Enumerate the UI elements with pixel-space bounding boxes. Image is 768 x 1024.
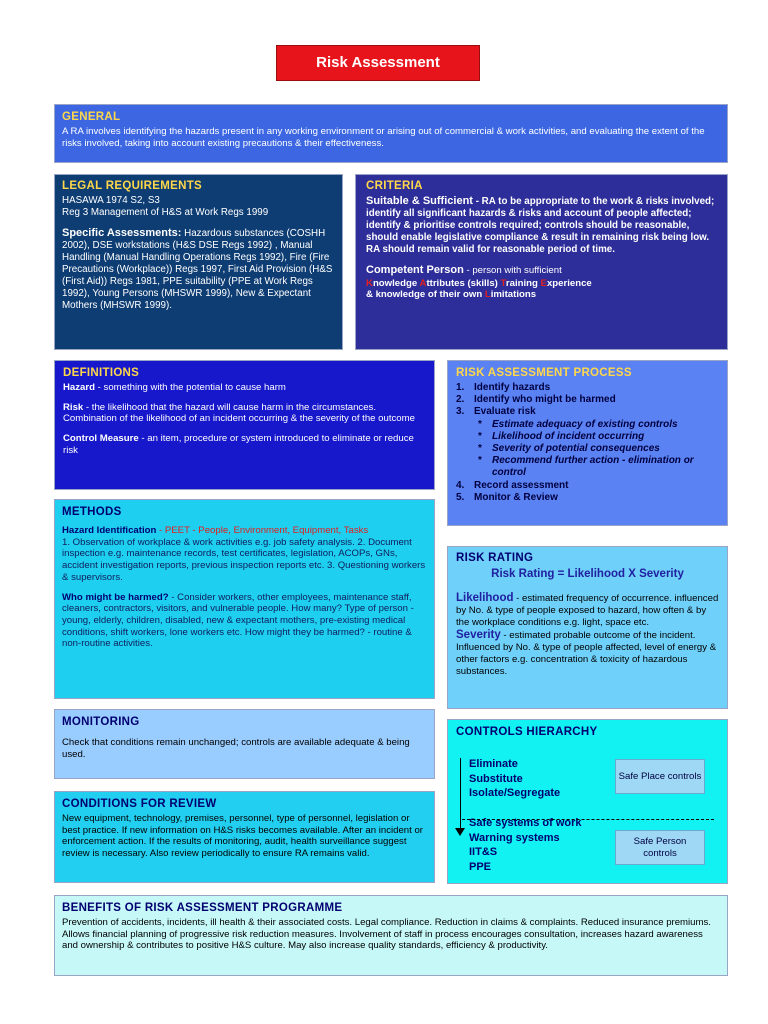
likelihood-text: - estimated frequency of occurrence. influenced by No. & type of people exposed to hazard, how often & by the workplace conditions e.g. light, space etc.: [456, 593, 719, 628]
k-rest: nowledge: [372, 277, 420, 289]
process-step: [456, 382, 719, 394]
process-substep: [456, 455, 719, 479]
control-item: Warning systems: [469, 831, 560, 844]
who-text: - Consider workers, other employees, maintenance staff, cleaners, contractors, visitors, and vulnerable people. How many? Type of person - young, elderly, children, disabled, new & expectant mothers, pre-existing medical conditions, shift workers, lone workers etc. How might they be harmed? - routine & non-routine activities.: [62, 591, 414, 650]
who-label: Who might be harmed?: [62, 591, 169, 603]
benefits-section: [54, 895, 728, 976]
methods-section: [54, 499, 435, 699]
specific-assessments-label: Specific Assessments:: [62, 226, 182, 239]
specific-assessments: [62, 227, 335, 312]
control-item: Isolate/Segregate: [469, 787, 561, 799]
safe-place-list: [469, 757, 560, 801]
hierarchy-arrow-icon: [455, 828, 465, 836]
process-step: [456, 406, 719, 418]
process-step: [456, 492, 719, 504]
process-header: RISK ASSESSMENT PROCESS: [456, 367, 632, 379]
t-rest: raining: [505, 277, 541, 289]
process-step: [456, 394, 719, 406]
review-header: CONDITIONS FOR REVIEW: [62, 798, 217, 810]
risk-label: Risk: [63, 401, 84, 413]
hazard-label: Hazard: [63, 382, 95, 394]
t-letter: T: [500, 277, 506, 289]
likelihood-definition: [456, 591, 719, 628]
criteria-header: CRITERIA: [366, 180, 423, 192]
step-text: Monitor & Review: [474, 491, 558, 503]
legal-line-2: Reg 3 Management of H&S at Work Regs 1999: [62, 206, 269, 218]
monitoring-section: [54, 709, 435, 779]
competent-person: [366, 264, 717, 277]
general-header: GENERAL: [62, 111, 121, 123]
bullet-marker: *: [478, 418, 482, 430]
general-section: [54, 104, 728, 163]
likelihood-label: Likelihood: [456, 592, 514, 605]
page-title: Risk Assessment: [276, 45, 480, 81]
process-step: [456, 480, 719, 492]
step-text: Record assessment: [474, 479, 569, 491]
limitations-line: [366, 289, 717, 301]
hazard-identification: [62, 525, 427, 537]
severity-text: - estimated probable outcome of the incident. Influenced by No. & type of people affected, level of energy & other factors e.g. concentration & toxicity of hazardous substances.: [456, 630, 717, 677]
safe-place-box: Safe Place controls: [615, 759, 705, 794]
bullet-marker: *: [478, 430, 482, 442]
competent-person-text: - person with sufficient: [463, 265, 562, 277]
methods-header: METHODS: [62, 506, 122, 518]
process-substep: [456, 419, 719, 431]
suitable-sufficient-text: - RA to be appropriate to the work & risks involved; identify all significant hazards & risks and account of people affected; identify & prioritise controls required; controls should be reasonable, should enable legislative compliance & result in remaining risk being low. RA should remain valid for reasonable period of time.: [366, 196, 715, 256]
review-text: New equipment, technology, premises, personnel, type of personnel, legislation or best practice. If new information on H&S risks becomes available. After an incident or enforcement action. If the results of monitoring, audit, health surveillance suggest review is necessary. Also review periodically to ensure RA remains valid.: [62, 813, 424, 860]
benefits-header: BENEFITS OF RISK ASSESSMENT PROGRAMME: [62, 902, 343, 914]
general-text: A RA involves identifying the hazards present in any working environment or arising out of commercial & work activities, and evaluating the extent of the risks involved, taking into account existing precautions & their effectiveness.: [62, 126, 705, 149]
step-text: Identify who might be harmed: [474, 394, 616, 406]
conditions-for-review-section: [54, 791, 435, 883]
step-number: 2.: [456, 394, 465, 406]
kate-line: [366, 278, 717, 290]
rating-formula: Risk Rating = Likelihood X Severity: [491, 568, 684, 581]
a-letter: A: [419, 277, 427, 289]
suitable-sufficient: [366, 195, 717, 256]
legal-header: LEGAL REQUIREMENTS: [62, 180, 203, 192]
hierarchy-arrow-line: [460, 758, 461, 830]
definitions-section: [54, 360, 435, 490]
controls-header: CONTROLS HIERARCHY: [456, 726, 598, 738]
substep-text: Estimate adequacy of existing controls: [492, 418, 678, 430]
process-substep: [456, 431, 719, 443]
risk-definition: [63, 402, 426, 425]
substep-text: Severity of potential consequences: [492, 442, 660, 454]
specific-assessments-text: Hazardous substances (COSHH 2002), DSE workstations (H&S DSE Regs 1992) , Manual Handling (Manual Handling Operations Regs 1992), Fire (Fire Precautions (Workplace)) Regs 1997, First Aid Provision (H&S (First Aid)) Regs 1981, PPE suitability (PPE at Work Regs 1992), Young Persons (MHSWR 1999), New & Expectant Mothers (MHSWR 1999).: [62, 227, 333, 311]
step-text: Identify hazards: [474, 382, 551, 394]
l-rest: imitations: [490, 289, 537, 301]
peet-text: - PEET - People, Environment, Equipment, Tasks: [156, 525, 369, 537]
severity-label: Severity: [456, 629, 501, 642]
hazard-text: - something with the potential to cause harm: [95, 382, 286, 394]
severity-definition: [456, 628, 719, 677]
controls-hierarchy-section: [447, 719, 728, 884]
who-might-be-harmed: [62, 592, 427, 651]
a-rest: ttributes (skills): [426, 277, 501, 289]
safe-person-box: Safe Person controls: [615, 830, 705, 865]
substep-text: Recommend further action - elimination or control: [492, 455, 694, 479]
criteria-section: [355, 174, 728, 350]
definitions-header: DEFINITIONS: [63, 367, 140, 379]
suitable-sufficient-label: Suitable & Sufficient: [366, 195, 473, 208]
risk-assessment-process-section: [447, 360, 728, 526]
control-item: Safe systems of work: [469, 817, 582, 829]
risk-text: - the likelihood that the hazard will cause harm in the circumstances. Combination of the likelihood of an incident occurring & the severity of the outcome: [63, 401, 415, 425]
process-steps: [456, 382, 719, 504]
competent-person-label: Competent Person: [366, 264, 464, 277]
risk-rating-section: [447, 546, 728, 709]
step-number: 1.: [456, 382, 465, 394]
bullet-marker: *: [478, 442, 482, 454]
control-item: IIT&S: [469, 846, 498, 858]
e-rest: xperience: [546, 277, 592, 289]
control-item: Eliminate: [469, 758, 518, 770]
e-letter: E: [540, 277, 547, 289]
legal-requirements-section: [54, 174, 343, 350]
step-number: 3.: [456, 406, 465, 418]
hazard-definition: [63, 382, 426, 394]
hierarchy-divider: [462, 819, 714, 820]
bullet-marker: *: [478, 455, 482, 467]
step-text: Evaluate risk: [474, 406, 536, 418]
rating-header: RISK RATING: [456, 552, 534, 564]
hazard-identification-label: Hazard Identification: [62, 525, 157, 537]
control-item: Substitute: [469, 772, 523, 785]
hazard-identification-text: 1. Observation of workplace & work activities e.g. job safety analysis. 2. Document inspection e.g. maintenance records, test certificates, legislation, ACOPs, GNs, accident investigation reports, previous inspection reports etc. 3. Questioning workers & supervisors.: [62, 536, 426, 583]
process-substep: [456, 443, 719, 455]
step-number: 4.: [456, 479, 465, 491]
benefits-text: Prevention of accidents, incidents, ill health & their associated costs. Legal compliance. Reduction in claims & complaints. Reduced insurance premiums. Allows financial planning of progressive risk reduction measures. Involvement of staff in process encourages consultation, increases hazard awareness and ownership & contributes to positive H&S culture. May also increase quality standards, efficiency & productivity.: [62, 917, 711, 952]
l-letter: L: [484, 289, 491, 301]
step-number: 5.: [456, 491, 465, 503]
substep-text: Likelihood of incident occurring: [492, 430, 645, 442]
limits-pre: & knowledge of their own: [366, 289, 485, 301]
monitoring-header: MONITORING: [62, 716, 140, 728]
control-text: - an item, procedure or system introduced to eliminate or reduce risk: [63, 433, 414, 456]
k-letter: K: [366, 277, 373, 289]
control-label: Control Measure: [63, 433, 139, 445]
legal-line-1: HASAWA 1974 S2, S3: [62, 195, 160, 207]
control-item: PPE: [469, 860, 492, 873]
control-definition: [63, 433, 426, 456]
monitoring-text: Check that conditions remain unchanged; controls are available adequate & being used.: [62, 737, 410, 760]
safe-person-list: [469, 816, 582, 874]
